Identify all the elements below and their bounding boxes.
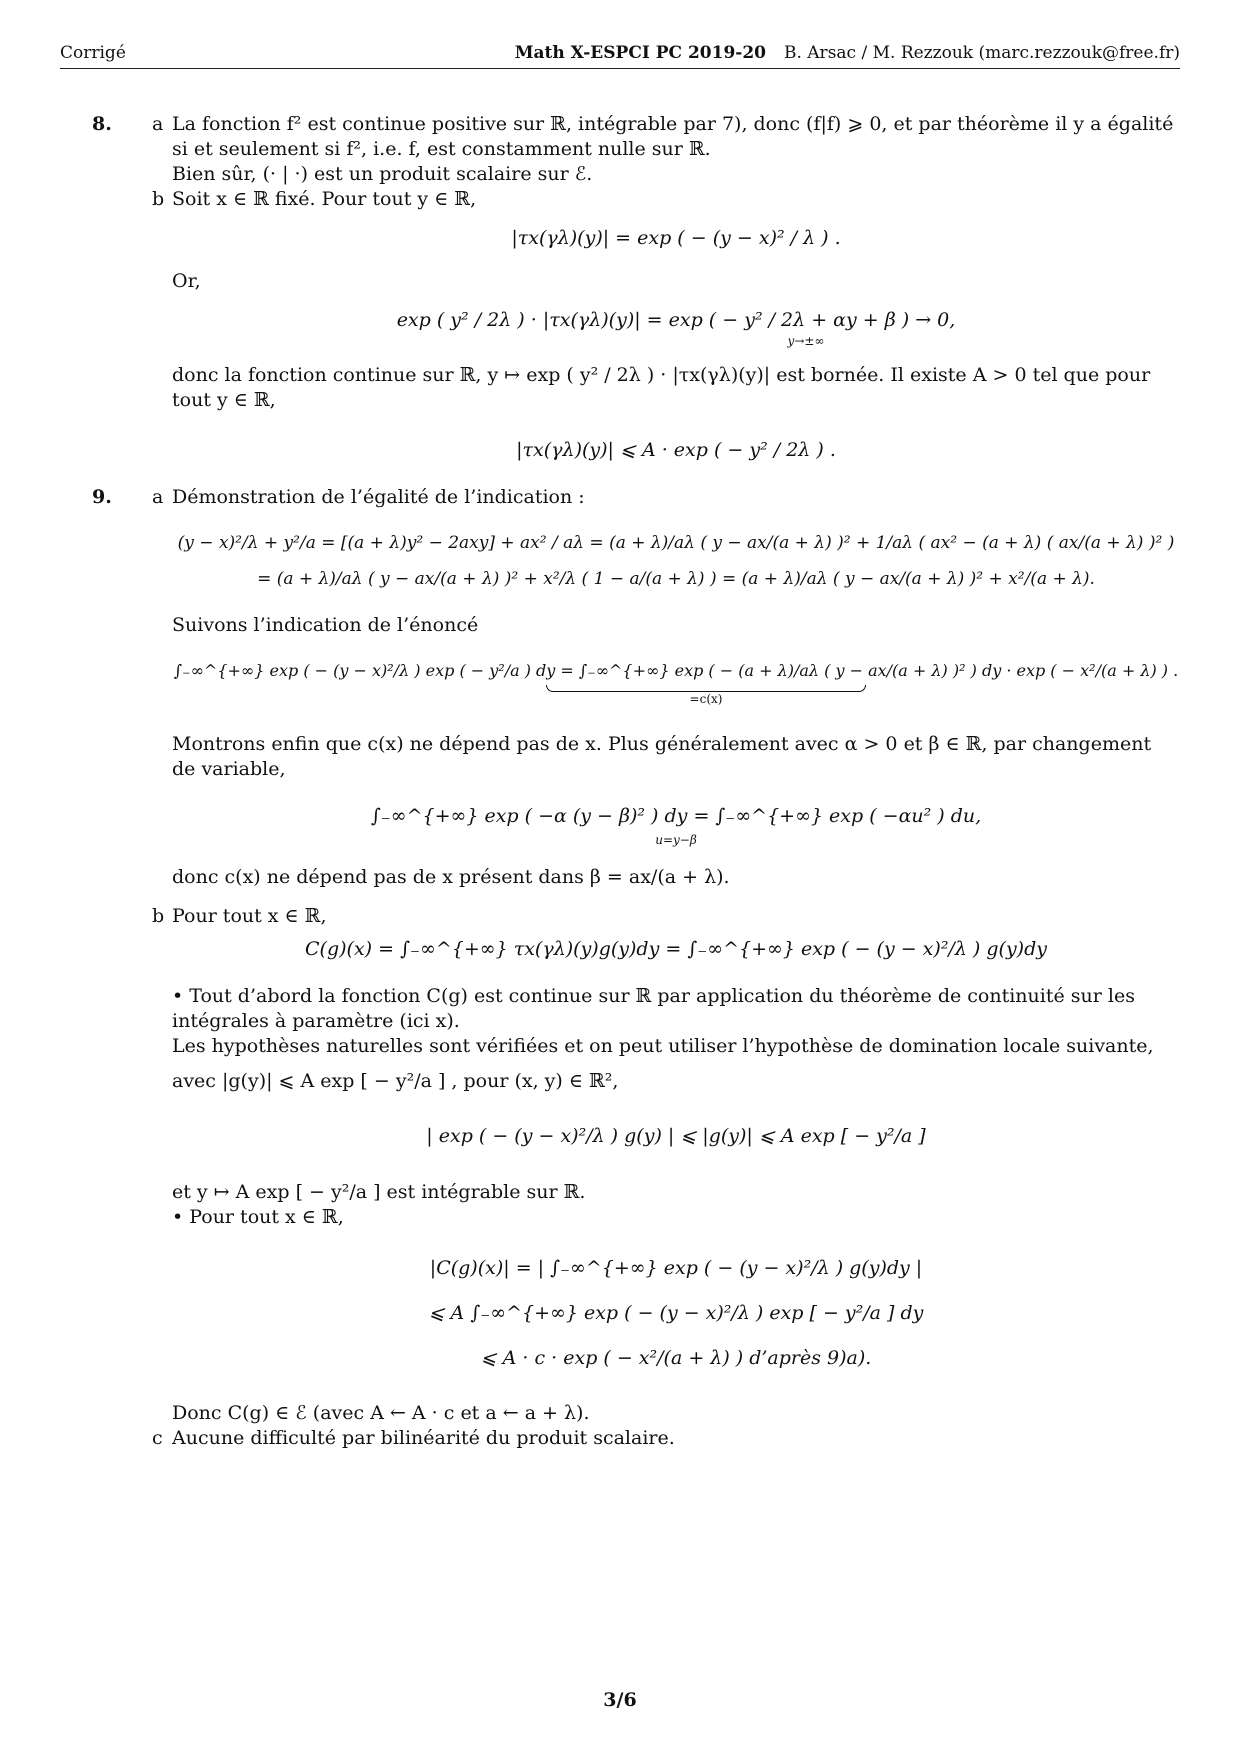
limit-subscript: y→±∞ (787, 333, 825, 348)
equation: |τx(γλ)(y)| ⩽ A · exp ( − y² / 2λ ) . (516, 438, 836, 461)
q9-part-c (152, 1426, 1180, 1451)
header-title: Math X-ESPCI PC 2019-20 (514, 43, 766, 63)
equation: ⩽ A · c · exp ( − x²/(a + λ) ) d’après 9)a). (480, 1346, 872, 1369)
q8-part-a (152, 112, 1180, 187)
question-9 (92, 485, 1180, 1451)
header-left: Corrigé (60, 43, 126, 63)
paragraph: avec |g(y)| ⩽ A exp [ − y²/a ] , pour (x, y) ∈ ℝ², (172, 1070, 619, 1093)
paragraph: Suivons l’indication de l’énoncé (172, 613, 479, 636)
page-header (60, 40, 1180, 69)
paragraph: Donc C(g) ∈ ℰ (avec A ← A · c et a ← a + λ). (172, 1401, 590, 1424)
equation (172, 308, 1180, 349)
paragraph: et y ↦ A exp [ − y²/a ] est intégrable sur ℝ. (172, 1180, 586, 1203)
underbrace-label: =c(x) (689, 691, 723, 706)
equation: |C(g)(x)| = | ∫₋∞^{+∞} exp ( − (y − x)²/λ ) g(y)dy | (429, 1256, 923, 1279)
page-content (92, 112, 1180, 1451)
paragraph: La fonction f² est continue positive sur ℝ, intégrable par 7), donc (f|f) ⩾ 0, et par théorème il y a égalité si et seulement si f², i.e. f, est constamment nulle sur ℝ. (172, 113, 1174, 161)
equation-body: exp ( y² / 2λ ) · |τx(γλ)(y)| = exp ( − y² / 2λ + αy + β ) → 0, (396, 309, 956, 332)
paragraph: Démonstration de l’égalité de l’indication : (172, 485, 585, 508)
paragraph: • Pour tout x ∈ ℝ, (172, 1205, 344, 1228)
header-authors: B. Arsac / M. Rezzouk (marc.rezzouk@free.fr) (783, 43, 1180, 63)
paragraph: donc c(x) ne dépend pas de x présent dans β = ax/(a + λ). (172, 865, 730, 888)
part-label: a (152, 113, 164, 135)
question-number: 8. (92, 113, 112, 135)
equation-subscript: u=y−β (655, 833, 697, 848)
q9-part-a (152, 485, 1180, 890)
q9-part-b (152, 904, 1180, 1426)
equation: |τx(γλ)(y)| = exp ( − (y − x)² / λ ) . (511, 227, 841, 250)
part-label: b (152, 188, 165, 211)
paragraph: Or, (172, 270, 201, 293)
q8-part-b (152, 187, 1180, 462)
part-label: b (152, 904, 165, 927)
equation: ∫₋∞^{+∞} exp ( −α (y − β)² ) dy = ∫₋∞^{+∞} exp ( −αu² ) du, (370, 804, 982, 827)
equation: (y − x)²/λ + y²/a = [(a + λ)y² − 2axy] + ax² / aλ = (a + λ)/aλ ( y − ax/(a + λ) )² + 1/aλ ( ax² − (a + λ) ( ax/(a + λ) )² ) (177, 532, 1175, 553)
equation: ⩽ A ∫₋∞^{+∞} exp ( − (y − x)²/λ ) exp [ − y²/a ] dy (428, 1301, 924, 1324)
page-number: 3/6 (603, 1689, 637, 1711)
underbrace-line (546, 685, 866, 692)
underbrace-mark (546, 685, 866, 708)
paragraph: Pour tout x ∈ ℝ, (172, 904, 327, 927)
paragraph: Les hypothèses naturelles sont vérifiées et on peut utiliser l’hypothèse de domination locale suivante, (172, 1035, 1154, 1058)
equation: ∫₋∞^{+∞} exp ( − (y − x)²/λ ) exp ( − y²/a ) dy = ∫₋∞^{+∞} exp ( − (a + λ)/aλ ( y − ax/(a + λ) )² ) dy · exp ( − x²/(a + λ) ) . (173, 660, 1179, 680)
paragraph: Montrons enfin que c(x) ne dépend pas de x. Plus généralement avec α > 0 et β ∈ ℝ, par changement de variable, (172, 732, 1152, 780)
paragraph: • Tout d’abord la fonction C(g) est continue sur ℝ par application du théorème de continuité sur les intégrales à paramètre (ici x). (172, 985, 1135, 1033)
paragraph: donc la fonction continue sur ℝ, y ↦ exp ( y² / 2λ ) · |τx(γλ)(y)| est bornée. Il existe A > 0 tel que pour tout y ∈ ℝ, (172, 364, 1151, 412)
part-label: c (152, 1426, 163, 1449)
question-number: 9. (92, 485, 112, 508)
equation: | exp ( − (y − x)²/λ ) g(y) | ⩽ |g(y)| ⩽ A exp [ − y²/a ] (426, 1125, 926, 1148)
paragraph: Soit x ∈ ℝ fixé. Pour tout y ∈ ℝ, (172, 188, 477, 211)
equation: = (a + λ)/aλ ( y − ax/(a + λ) )² + x²/λ ( 1 − a/(a + λ) ) = (a + λ)/aλ ( y − ax/(a + λ) )² + x²/(a + λ). (257, 569, 1095, 590)
part-label: a (152, 485, 164, 508)
underbrace (232, 685, 1180, 710)
paragraph: Bien sûr, (· | ·) est un produit scalaire sur ℰ. (172, 163, 593, 186)
question-8 (92, 112, 1180, 463)
paragraph: Aucune difficulté par bilinéarité du produit scalaire. (172, 1426, 675, 1449)
equation: C(g)(x) = ∫₋∞^{+∞} τx(γλ)(y)g(y)dy = ∫₋∞^{+∞} exp ( − (y − x)²/λ ) g(y)dy (305, 938, 1047, 961)
header-right (515, 42, 1180, 64)
